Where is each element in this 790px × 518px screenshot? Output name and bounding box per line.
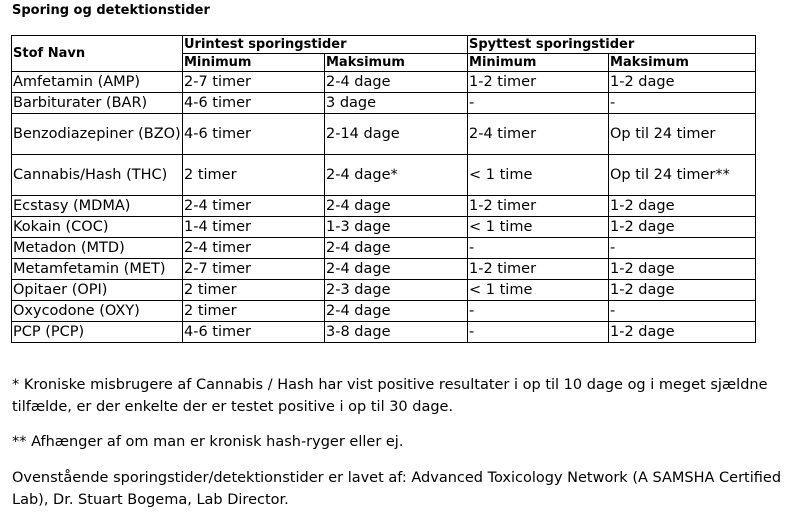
cell-stof: Metadon (MTD): [12, 238, 183, 259]
cell-spyt-min: 1-2 timer: [468, 72, 609, 93]
table-row: [12, 238, 756, 259]
cell-stof: Barbiturater (BAR): [12, 93, 183, 114]
cell-urin-max: 2-14 dage: [325, 114, 468, 155]
header-urin-maksimum: Maksimum: [325, 54, 468, 72]
cell-urin-max: 3-8 dage: [325, 322, 468, 343]
table-row: [12, 301, 756, 322]
cell-spyt-max: -: [609, 93, 756, 114]
cell-spyt-max: 1-2 dage: [609, 322, 756, 343]
cell-urin-max: 2-4 dage: [325, 259, 468, 280]
table-row: [12, 322, 756, 343]
cell-stof: Oxycodone (OXY): [12, 301, 183, 322]
cell-urin-min: 2-7 timer: [183, 259, 325, 280]
header-urintest: Urintest sporingstider: [183, 36, 468, 54]
header-stof-navn: Stof Navn: [12, 36, 183, 72]
cell-spyt-max: 1-2 dage: [609, 196, 756, 217]
footnote-hash-ryger: ** Afhænger af om man er kronisk hash-ryger eller ej.: [12, 434, 404, 450]
footnote-cannabis: * Kroniske misbrugere af Cannabis / Hash har vist positive resultater i op til 10 dage og i meget sjældne tilfælde, er der enkelte der er testet positive i op til 30 dage.: [12, 377, 768, 415]
cell-spyt-max: -: [609, 301, 756, 322]
cell-spyt-min: -: [468, 322, 609, 343]
cell-urin-max: 2-4 dage*: [325, 155, 468, 196]
table-row: [12, 280, 756, 301]
source-note: Ovenstående sporingstider/detektionstider er lavet af: Advanced Toxicology Network (A SAMSHA Certified Lab), Dr. Stuart Bogema, Lab Director.: [12, 470, 782, 508]
cell-spyt-max: 1-2 dage: [609, 259, 756, 280]
cell-spyt-min: -: [468, 238, 609, 259]
cell-spyt-min: -: [468, 301, 609, 322]
cell-spyt-max: Op til 24 timer**: [609, 155, 756, 196]
cell-spyt-min: 1-2 timer: [468, 196, 609, 217]
cell-urin-min: 2 timer: [183, 280, 325, 301]
cell-urin-min: 4-6 timer: [183, 322, 325, 343]
table-row: [12, 259, 756, 280]
cell-urin-max: 3 dage: [325, 93, 468, 114]
cell-urin-min: 2 timer: [183, 301, 325, 322]
cell-spyt-max: Op til 24 timer: [609, 114, 756, 155]
table-row: [12, 196, 756, 217]
header-spyt-maksimum: Maksimum: [609, 54, 756, 72]
cell-spyt-min: < 1 time: [468, 217, 609, 238]
cell-spyt-max: 1-2 dage: [609, 280, 756, 301]
table-body: [12, 72, 756, 343]
table-header-row: [12, 36, 756, 54]
cell-urin-min: 4-6 timer: [183, 93, 325, 114]
cell-urin-max: 1-3 dage: [325, 217, 468, 238]
cell-urin-max: 2-4 dage: [325, 196, 468, 217]
cell-stof: Amfetamin (AMP): [12, 72, 183, 93]
cell-stof: Metamfetamin (MET): [12, 259, 183, 280]
cell-urin-min: 2-7 timer: [183, 72, 325, 93]
cell-urin-min: 2 timer: [183, 155, 325, 196]
cell-stof: Benzodiazepiner (BZO): [12, 114, 183, 155]
cell-urin-max: 2-3 dage: [325, 280, 468, 301]
cell-stof: Kokain (COC): [12, 217, 183, 238]
header-spyt-minimum: Minimum: [468, 54, 609, 72]
header-urin-minimum: Minimum: [183, 54, 325, 72]
cell-spyt-max: 1-2 dage: [609, 72, 756, 93]
cell-spyt-min: 2-4 timer: [468, 114, 609, 155]
cell-urin-min: 4-6 timer: [183, 114, 325, 155]
cell-stof: Ecstasy (MDMA): [12, 196, 183, 217]
cell-spyt-min: -: [468, 93, 609, 114]
cell-spyt-min: < 1 time: [468, 155, 609, 196]
table-row: [12, 114, 756, 155]
table-row: [12, 72, 756, 93]
cell-urin-max: 2-4 dage: [325, 301, 468, 322]
cell-urin-min: 2-4 timer: [183, 238, 325, 259]
cell-spyt-min: 1-2 timer: [468, 259, 609, 280]
cell-urin-max: 2-4 dage: [325, 72, 468, 93]
header-spyttest: Spyttest sporingstider: [468, 36, 756, 54]
cell-spyt-max: -: [609, 238, 756, 259]
cell-spyt-max: 1-2 dage: [609, 217, 756, 238]
cell-spyt-min: < 1 time: [468, 280, 609, 301]
cell-stof: Opitaer (OPI): [12, 280, 183, 301]
cell-urin-max: 2-4 dage: [325, 238, 468, 259]
table-row: [12, 155, 756, 196]
page-title: Sporing og detektionstider: [12, 3, 210, 18]
table-row: [12, 93, 756, 114]
detection-times-table: [11, 35, 756, 343]
cell-urin-min: 1-4 timer: [183, 217, 325, 238]
cell-urin-min: 2-4 timer: [183, 196, 325, 217]
cell-stof: PCP (PCP): [12, 322, 183, 343]
cell-stof: Cannabis/Hash (THC): [12, 155, 183, 196]
table-row: [12, 217, 756, 238]
